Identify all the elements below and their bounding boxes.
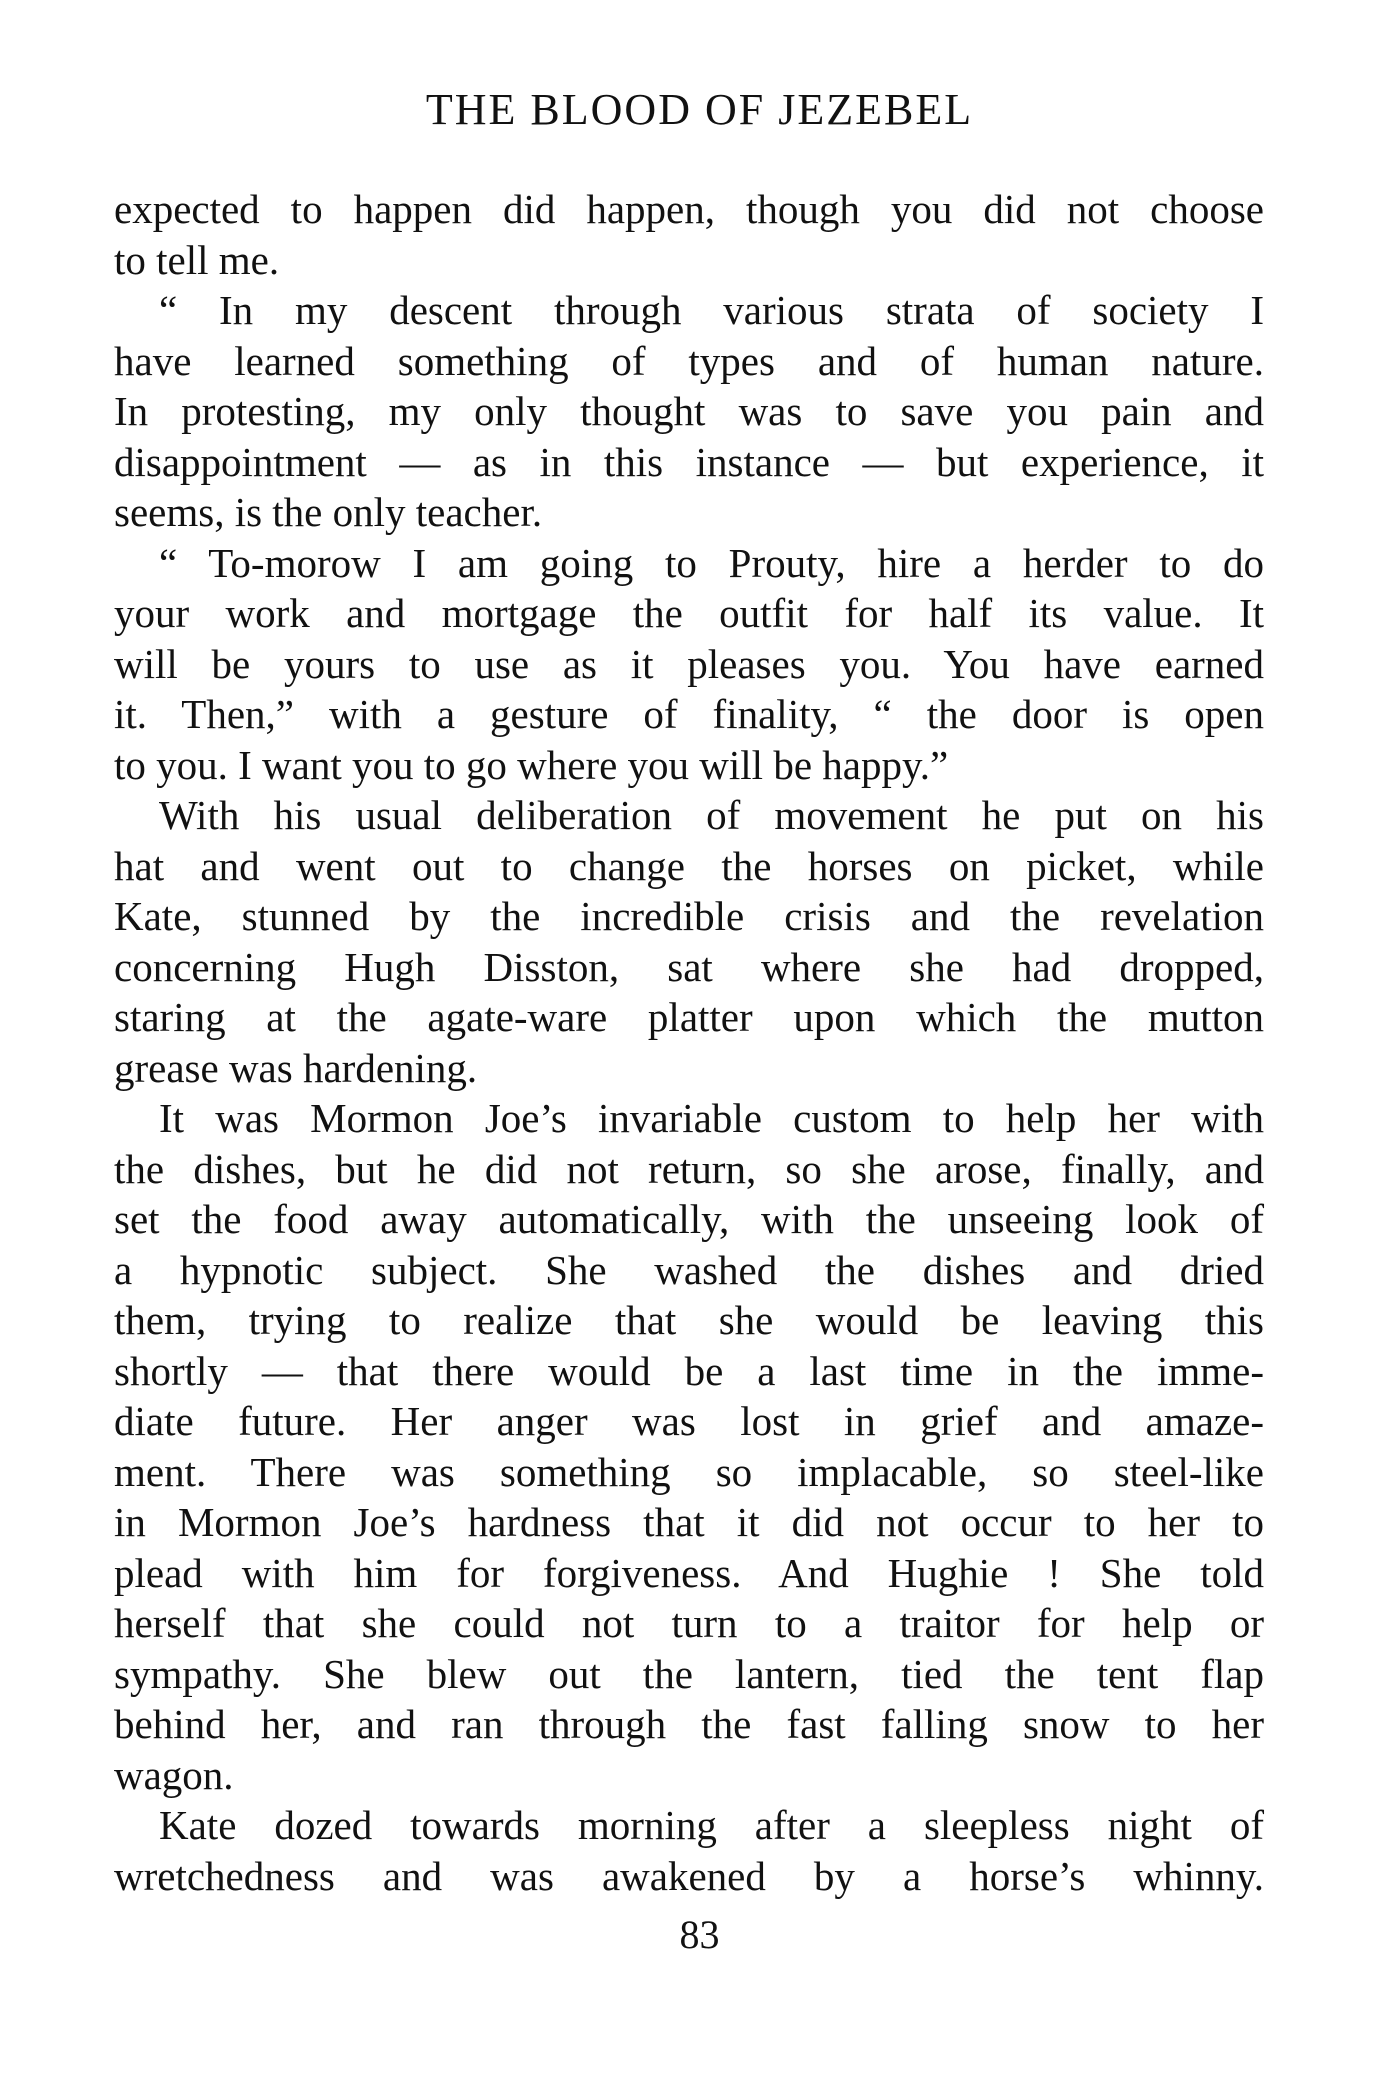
text-line: grease was hardening. bbox=[114, 1044, 478, 1091]
text-line: It was Mormon Joe’s invariable custom to help her with bbox=[159, 1095, 1264, 1141]
text-line: disappointment — as in this instance — but experience, it bbox=[114, 438, 1264, 485]
text-line: have learned something of types and of human nature. bbox=[114, 337, 1264, 384]
text-line: sympathy. She blew out the lantern, tied the tent flap bbox=[114, 1650, 1264, 1697]
text-line: hat and went out to change the horses on picket, while bbox=[114, 842, 1264, 889]
text-line: “ To-morow I am going to Prouty, hire a herder to do bbox=[159, 539, 1264, 586]
text-line: plead with him for forgiveness. And Hughie ! She told bbox=[114, 1549, 1264, 1596]
text-line: staring at the agate-ware platter upon which the mutton bbox=[114, 994, 1264, 1040]
text-line: expected to happen did happen, though you did not choose bbox=[114, 186, 1264, 232]
text-line: in Mormon Joe’s hardness that it did not occur to her to bbox=[114, 1499, 1264, 1545]
text-line: set the food away automatically, with the unseeing look of bbox=[114, 1196, 1264, 1242]
running-title: THE BLOOD OF JEZEBEL bbox=[425, 85, 974, 134]
text-line: herself that she could not turn to a traitor for help or bbox=[114, 1600, 1264, 1646]
text-line: In protesting, my only thought was to save you pain and bbox=[114, 388, 1264, 434]
text-line: it. Then,” with a gesture of finality, “ the door is open bbox=[114, 691, 1264, 737]
text-line: to tell me. bbox=[114, 236, 280, 283]
text-line: a hypnotic subject. She washed the dishes and dried bbox=[114, 1246, 1264, 1293]
text-line: will be yours to use as it pleases you. You have earned bbox=[114, 640, 1264, 687]
text-line: concerning Hugh Disston, sat where she had dropped, bbox=[114, 943, 1264, 990]
text-line: shortly — that there would be a last time in the imme- bbox=[114, 1347, 1264, 1394]
text-line: the dishes, but he did not return, so she arose, finally, and bbox=[114, 1145, 1264, 1192]
text-line: With his usual deliberation of movement he put on his bbox=[159, 792, 1264, 838]
text-line: Kate, stunned by the incredible crisis and the revelation bbox=[114, 893, 1264, 939]
text-line: to you. I want you to go where you will be happy.” bbox=[114, 741, 949, 788]
text-line: your work and mortgage the outfit for half its value. It bbox=[114, 590, 1264, 636]
text-line: wagon. bbox=[114, 1751, 234, 1798]
body-text bbox=[114, 184, 1264, 1901]
text-line: wretchedness and was awakened by a horse’s whinny. bbox=[114, 1852, 1264, 1899]
page-number: 83 bbox=[679, 1912, 720, 1957]
text-line: ment. There was something so implacable, so steel-like bbox=[114, 1448, 1264, 1495]
text-line: Kate dozed towards morning after a sleepless night of bbox=[159, 1802, 1264, 1848]
text-line: behind her, and ran through the fast falling snow to her bbox=[114, 1701, 1264, 1747]
text-line: them, trying to realize that she would be leaving this bbox=[114, 1297, 1264, 1343]
text-line: seems, is the only teacher. bbox=[114, 489, 543, 535]
text-line: “ In my descent through various strata of society I bbox=[159, 287, 1264, 333]
text-line: diate future. Her anger was lost in grief and amaze- bbox=[114, 1398, 1264, 1444]
